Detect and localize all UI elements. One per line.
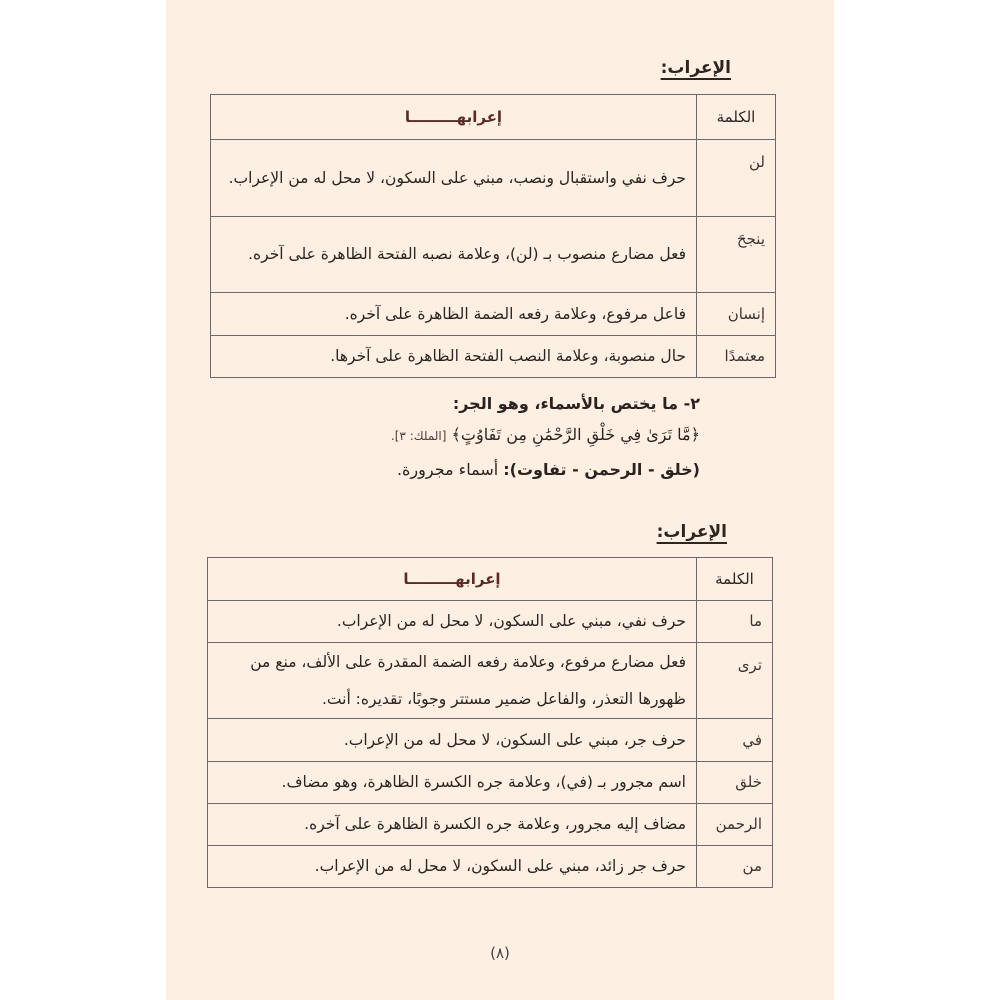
row-word: من — [697, 846, 773, 888]
table-row — [208, 762, 773, 804]
table-row — [211, 140, 776, 217]
table-row — [208, 804, 773, 846]
row-word: ينجحَ — [697, 217, 776, 293]
quran-verse-line — [391, 425, 700, 444]
table-row — [211, 336, 776, 378]
irab-table-1 — [210, 94, 776, 378]
row-analysis: حال منصوبة، وعلامة النصب الفتحة الظاهرة على آخرها. — [211, 336, 697, 378]
row-analysis: حرف نفي واستقبال ونصب، مبني على السكون، لا محل له من الإعراب. — [211, 140, 697, 217]
header-word: الكلمة — [697, 95, 776, 140]
irab-table-2 — [207, 557, 773, 888]
row-word: في — [697, 719, 773, 762]
section-heading: ٢- ما يختص بالأسماء، وهو الجر: — [452, 394, 700, 413]
row-word: الرحمن — [697, 804, 773, 846]
table-row — [208, 719, 773, 762]
row-analysis: مضاف إليه مجرور، وعلامة جره الكسرة الظاهرة على آخره. — [208, 804, 697, 846]
header-analysis: إعرابهـــــــــا — [208, 558, 697, 601]
note-text: أسماء مجرورة. — [396, 460, 504, 479]
row-analysis: فعل مضارع منصوب بـ (لن)، وعلامة نصبه الفتحة الظاهرة على آخره. — [211, 217, 697, 293]
row-analysis: حرف جر، مبني على السكون، لا محل له من الإعراب. — [208, 719, 697, 762]
row-word: خلق — [697, 762, 773, 804]
header-analysis: إعرابهـــــــــا — [211, 95, 697, 140]
verse-reference: [الملك: ٣]. — [390, 429, 447, 443]
row-analysis: فعل مضارع مرفوع، وعلامة رفعه الضمة المقدرة على الألف، منع من ظهورها التعذر، والفاعل ضمير مستتر وجوبًا، تقديره: أنت. — [208, 643, 697, 719]
row-word: ما — [697, 601, 773, 643]
table-row — [208, 846, 773, 888]
irab-label-2: الإعراب: — [656, 522, 727, 542]
table-row — [211, 217, 776, 293]
row-analysis: فاعل مرفوع، وعلامة رفعه الضمة الظاهرة على آخره. — [211, 293, 697, 336]
table-header-row — [211, 95, 776, 140]
row-analysis: حرف نفي، مبني على السكون، لا محل له من الإعراب. — [208, 601, 697, 643]
table-row — [208, 643, 773, 719]
header-word: الكلمة — [697, 558, 773, 601]
row-word: ترى — [697, 643, 773, 719]
note-line — [397, 460, 700, 479]
table-row — [211, 293, 776, 336]
row-word: لن — [697, 140, 776, 217]
table-row — [208, 601, 773, 643]
table-header-row — [208, 558, 773, 601]
note-words: (خلق - الرحمن - تفاوت): — [503, 460, 700, 479]
irab-label-1: الإعراب: — [660, 58, 731, 78]
book-page — [166, 0, 834, 1000]
quran-verse: ﴿مَّا تَرَىٰ فِي خَلْقِ الرَّحْمَٰنِ مِن تَفَاوُتٍ﴾ — [451, 425, 700, 444]
row-analysis: حرف جر زائد، مبني على السكون، لا محل له من الإعراب. — [208, 846, 697, 888]
row-word: إنسان — [697, 293, 776, 336]
page-number: (٨) — [490, 944, 510, 962]
row-word: معتمدًا — [697, 336, 776, 378]
row-analysis: اسم مجرور بـ (في)، وعلامة جره الكسرة الظاهرة، وهو مضاف. — [208, 762, 697, 804]
